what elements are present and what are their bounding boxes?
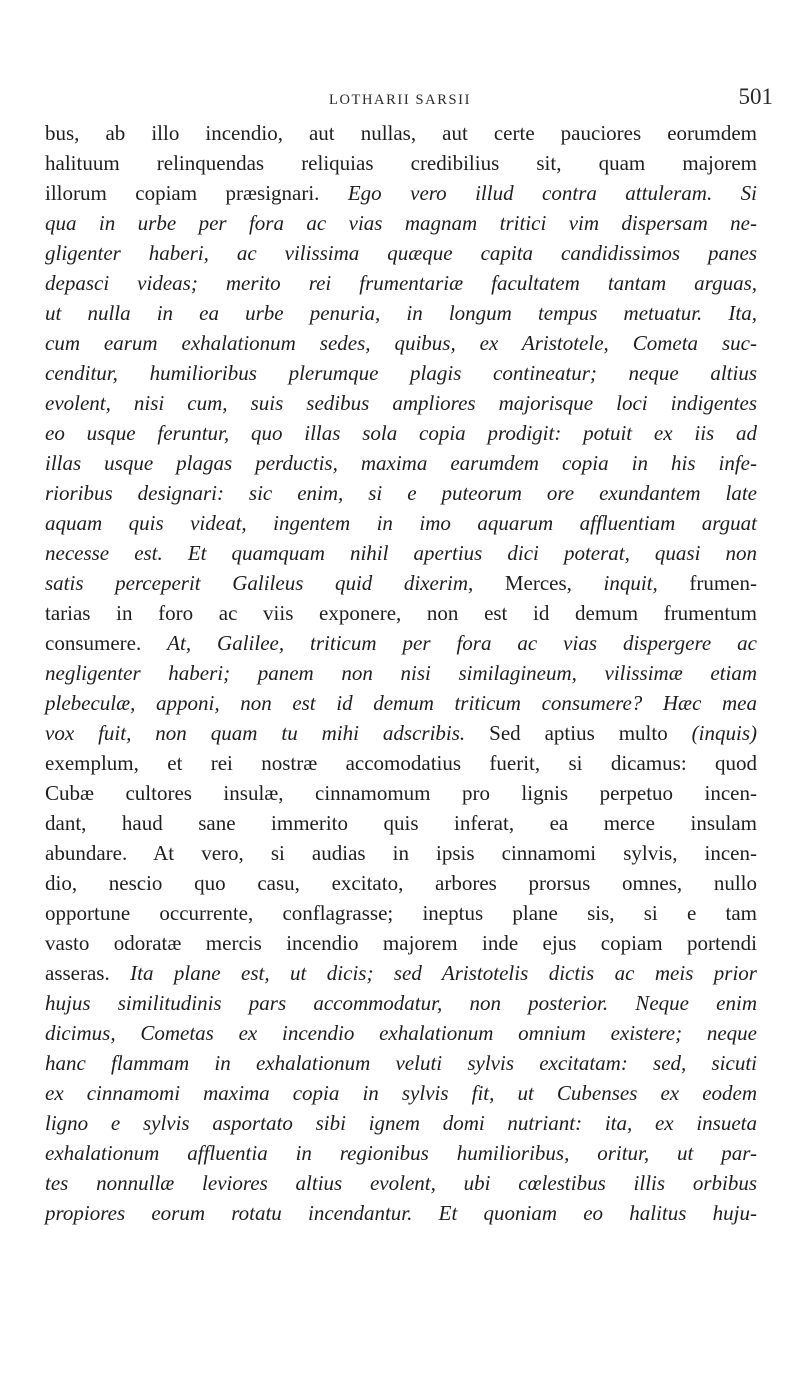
text-line <box>45 808 757 838</box>
running-title: LOTHARII SARSII <box>328 92 471 108</box>
italic-text: plebeculæ, apponi, non est id demum triticum consumere? Hæc mea <box>45 691 757 715</box>
italic-text: rioribus designari: sic enim, si e puteorum ore exundantem late <box>45 481 757 505</box>
italic-text: (inquis) <box>691 721 757 745</box>
italic-text: illas usque plagas perductis, maxima earumdem copia in his infe- <box>45 451 757 475</box>
body-text <box>45 118 757 1228</box>
text-line <box>45 988 757 1018</box>
roman-text: asseras. <box>45 961 131 985</box>
italic-text: negligenter haberi; panem non nisi similagineum, vilissimæ etiam <box>45 661 757 685</box>
text-line <box>45 568 757 598</box>
text-line <box>45 508 757 538</box>
text-line <box>45 1198 757 1228</box>
italic-text: hanc flammam in exhalationum veluti sylvis excitatam: sed, sicuti <box>45 1051 757 1075</box>
text-line <box>45 118 757 148</box>
text-line <box>45 478 757 508</box>
roman-text: Merces, <box>504 571 604 595</box>
text-line <box>45 148 757 178</box>
text-line <box>45 298 757 328</box>
italic-text: inquit, <box>603 571 690 595</box>
roman-text: opportune occurrente, conflagrasse; ineptus plane sis, si e tam <box>45 901 757 925</box>
text-line <box>45 928 757 958</box>
text-line <box>45 958 757 988</box>
italic-text: depasci videas; merito rei frumentariæ facultatem tantam arguas, <box>45 271 757 295</box>
roman-text: tarias in foro ac viis exponere, non est id demum frumentum <box>45 601 757 625</box>
italic-text: propiores eorum rotatu incendantur. Et quoniam eo halitus huju- <box>45 1201 757 1225</box>
roman-text: Sed aptius multo <box>489 721 692 745</box>
text-line <box>45 1078 757 1108</box>
roman-text: abundare. At vero, si audias in ipsis cinnamomi sylvis, incen- <box>45 841 757 865</box>
text-line <box>45 868 757 898</box>
text-line <box>45 358 757 388</box>
roman-text: dio, nescio quo casu, excitato, arbores prorsus omnes, nullo <box>45 871 757 895</box>
italic-text: gligenter haberi, ac vilissima quæque capita candidissimos panes <box>45 241 757 265</box>
text-line <box>45 418 757 448</box>
italic-text: cum earum exhalationum sedes, quibus, ex Aristotele, Cometa suc- <box>45 331 757 355</box>
italic-text: tes nonnullæ leviores altius evolent, ubi cœlestibus illis orbibus <box>45 1171 757 1195</box>
text-line <box>45 658 757 688</box>
text-line <box>45 238 757 268</box>
italic-text: vox fuit, non quam tu mihi adscribis. <box>45 721 490 745</box>
text-line <box>45 748 757 778</box>
text-line <box>45 1108 757 1138</box>
italic-text: aquam quis videat, ingentem in imo aquarum affluentiam arguat <box>45 511 757 535</box>
roman-text: vasto odoratæ mercis incendio majorem inde ejus copiam portendi <box>45 931 757 955</box>
running-head <box>0 84 800 114</box>
text-line <box>45 838 757 868</box>
italic-text: hujus similitudinis pars accommodatur, non posterior. Neque enim <box>45 991 757 1015</box>
text-line <box>45 268 757 298</box>
text-line <box>45 328 757 358</box>
italic-text: Ita plane est, ut dicis; sed Aristotelis dictis ac meis prior <box>130 961 757 985</box>
italic-text: evolent, nisi cum, suis sedibus ampliores majorisque loci indigentes <box>45 391 757 415</box>
italic-text: cenditur, humilioribus plerumque plagis contineatur; neque altius <box>45 361 757 385</box>
text-line <box>45 628 757 658</box>
text-line <box>45 1168 757 1198</box>
roman-text: illorum copiam præsignari. <box>45 181 348 205</box>
text-line <box>45 718 757 748</box>
italic-text: satis perceperit Galileus quid dixerim, <box>45 571 505 595</box>
text-line <box>45 388 757 418</box>
italic-text: Ego vero illud contra attuleram. Si <box>347 181 757 205</box>
roman-text: dant, haud sane immerito quis inferat, ea merce insulam <box>45 811 757 835</box>
text-line <box>45 898 757 928</box>
italic-text: ligno e sylvis asportato sibi ignem domi nutriant: ita, ex insueta <box>45 1111 757 1135</box>
text-line <box>45 538 757 568</box>
page-number: 501 <box>738 84 773 109</box>
text-line <box>45 1018 757 1048</box>
italic-text: dicimus, Cometas ex incendio exhalationum omnium existere; neque <box>45 1021 757 1045</box>
roman-text: consumere. <box>45 631 168 655</box>
roman-text: frumen- <box>689 571 757 595</box>
text-line <box>45 598 757 628</box>
italic-text: At, Galilee, triticum per fora ac vias dispergere ac <box>167 631 757 655</box>
roman-text: exemplum, et rei nostræ accomodatius fuerit, si dicamus: quod <box>45 751 757 775</box>
roman-text: bus, ab illo incendio, aut nullas, aut certe pauciores eorumdem <box>45 121 757 145</box>
italic-text: eo usque feruntur, quo illas sola copia prodigit: potuit ex iis ad <box>45 421 757 445</box>
italic-text: necesse est. Et quamquam nihil apertius dici poterat, quasi non <box>45 541 757 565</box>
italic-text: exhalationum affluentia in regionibus humilioribus, oritur, ut par- <box>45 1141 757 1165</box>
text-line <box>45 208 757 238</box>
text-line <box>45 1138 757 1168</box>
roman-text: Cubæ cultores insulæ, cinnamomum pro lignis perpetuo incen- <box>45 781 757 805</box>
italic-text: qua in urbe per fora ac vias magnam tritici vim dispersam ne- <box>45 211 757 235</box>
text-line <box>45 778 757 808</box>
text-line <box>45 178 757 208</box>
roman-text: halituum relinquendas reliquias credibilius sit, quam majorem <box>45 151 757 175</box>
text-line <box>45 688 757 718</box>
italic-text: ex cinnamomi maxima copia in sylvis fit, ut Cubenses ex eodem <box>45 1081 757 1105</box>
text-line <box>45 1048 757 1078</box>
text-line <box>45 448 757 478</box>
italic-text: ut nulla in ea urbe penuria, in longum tempus metuatur. Ita, <box>45 301 757 325</box>
